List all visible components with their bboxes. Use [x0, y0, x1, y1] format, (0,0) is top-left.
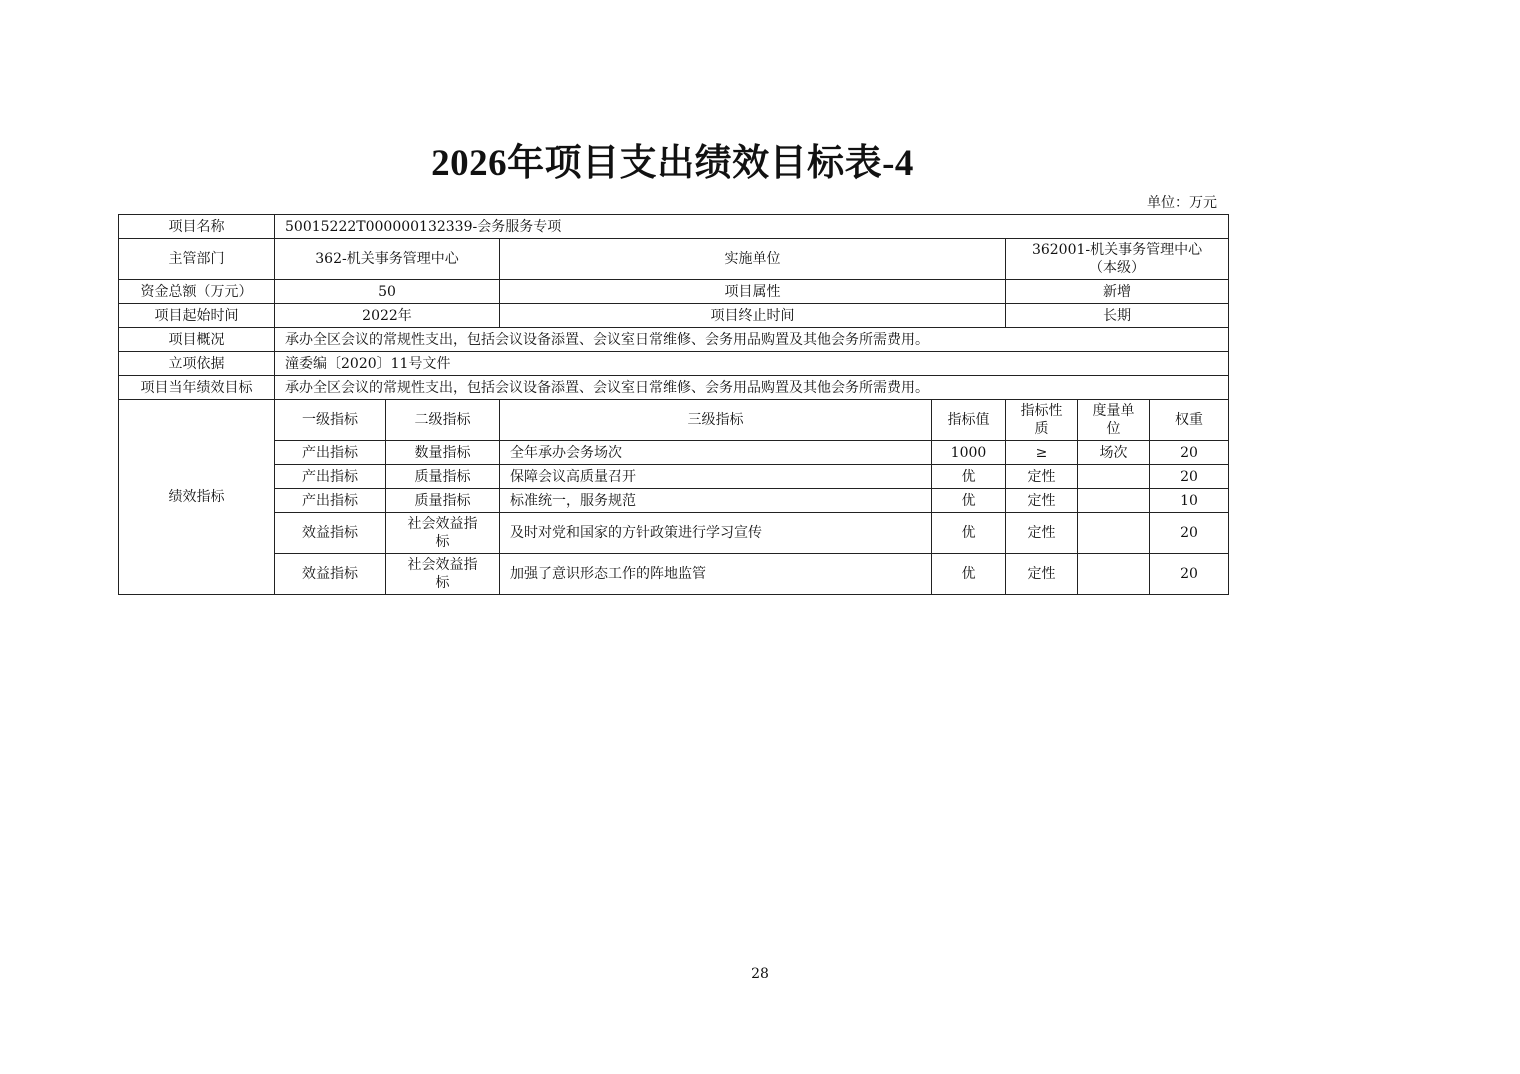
header-measure-line2: 位	[1106, 421, 1121, 437]
unit-label: 单位：万元	[1147, 195, 1217, 211]
page-number: 28	[751, 966, 769, 982]
fund-label: 资金总额（万元）	[119, 280, 275, 304]
row-nature: 定性	[1006, 465, 1078, 489]
row-department	[119, 239, 1229, 280]
row-level1: 产出指标	[275, 441, 386, 465]
row-nature: 定性	[1006, 554, 1078, 595]
row-weight: 10	[1150, 489, 1229, 513]
performance-table	[118, 214, 1229, 595]
indicator-header-row	[119, 400, 1229, 441]
row-measure	[1078, 513, 1150, 554]
attr-label: 项目属性	[500, 280, 1006, 304]
row-measure	[1078, 489, 1150, 513]
impl-unit-value-line1: 362001-机关事务管理中心	[1031, 242, 1203, 258]
row-level3: 及时对党和国家的方针政策进行学习宣传	[500, 513, 932, 554]
row-level1: 产出指标	[275, 489, 386, 513]
row-level3: 保障会议高质量召开	[500, 465, 932, 489]
row-nature: 定性	[1006, 489, 1078, 513]
row-annual-goal	[119, 376, 1229, 400]
row-level1: 效益指标	[275, 513, 386, 554]
impl-unit-value-line2: （本级）	[1089, 260, 1146, 276]
row-overview	[119, 328, 1229, 352]
row-level2	[386, 513, 500, 554]
header-level1: 一级指标	[275, 400, 386, 441]
start-time-value: 2022年	[275, 304, 500, 328]
row-weight: 20	[1150, 465, 1229, 489]
header-level3: 三级指标	[500, 400, 932, 441]
row-weight: 20	[1150, 554, 1229, 595]
attr-value: 新增	[1006, 280, 1229, 304]
row-level3: 加强了意识形态工作的阵地监管	[500, 554, 932, 595]
row-fund	[119, 280, 1229, 304]
annual-goal-label: 项目当年绩效目标	[119, 376, 275, 400]
header-nature-line2: 质	[1034, 421, 1049, 437]
basis-label: 立项依据	[119, 352, 275, 376]
row-value: 优	[932, 465, 1006, 489]
row-time	[119, 304, 1229, 328]
table-row	[119, 513, 1229, 554]
row-level3: 全年承办会务场次	[500, 441, 932, 465]
row-level3: 标准统一，服务规范	[500, 489, 932, 513]
row-project-name	[119, 215, 1229, 239]
row-level1: 产出指标	[275, 465, 386, 489]
annual-goal-value: 承办全区会议的常规性支出，包括会议设备添置、会议室日常维修、会务用品购置及其他会务所需费用。	[275, 376, 1229, 400]
indicator-section-label: 绩效指标	[119, 400, 275, 595]
header-weight: 权重	[1150, 400, 1229, 441]
row-level2-line1: 社会效益指	[407, 557, 478, 573]
row-measure: 场次	[1078, 441, 1150, 465]
end-time-label: 项目终止时间	[500, 304, 1006, 328]
row-level2: 质量指标	[386, 465, 500, 489]
row-value: 优	[932, 513, 1006, 554]
row-level2-line1: 社会效益指	[407, 516, 478, 532]
row-basis	[119, 352, 1229, 376]
overview-label: 项目概况	[119, 328, 275, 352]
row-level2-line2: 标	[435, 575, 450, 591]
impl-unit-value	[1006, 239, 1229, 280]
impl-unit-label: 实施单位	[500, 239, 1006, 280]
row-value: 1000	[932, 441, 1006, 465]
table-row	[119, 465, 1229, 489]
start-time-label: 项目起始时间	[119, 304, 275, 328]
basis-value: 潼委编〔2020〕11号文件	[275, 352, 1229, 376]
project-name-label: 项目名称	[119, 215, 275, 239]
header-measure	[1078, 400, 1150, 441]
row-level2: 质量指标	[386, 489, 500, 513]
row-weight: 20	[1150, 441, 1229, 465]
row-nature: ≥	[1006, 441, 1078, 465]
fund-value: 50	[275, 280, 500, 304]
page-title: 2026年项目支出绩效目标表-4	[431, 143, 914, 184]
header-nature	[1006, 400, 1078, 441]
row-nature: 定性	[1006, 513, 1078, 554]
end-time-value: 长期	[1006, 304, 1229, 328]
table-row	[119, 554, 1229, 595]
header-level2: 二级指标	[386, 400, 500, 441]
project-name-value: 50015222T000000132339-会务服务专项	[275, 215, 1229, 239]
row-weight: 20	[1150, 513, 1229, 554]
header-value: 指标值	[932, 400, 1006, 441]
row-level2-line2: 标	[435, 534, 450, 550]
table-row	[119, 441, 1229, 465]
dept-value: 362-机关事务管理中心	[275, 239, 500, 280]
row-level2	[386, 554, 500, 595]
header-measure-line1: 度量单	[1092, 403, 1135, 419]
row-value: 优	[932, 489, 1006, 513]
dept-label: 主管部门	[119, 239, 275, 280]
row-measure	[1078, 554, 1150, 595]
row-level1: 效益指标	[275, 554, 386, 595]
row-measure	[1078, 465, 1150, 489]
overview-value: 承办全区会议的常规性支出，包括会议设备添置、会议室日常维修、会务用品购置及其他会务所需费用。	[275, 328, 1229, 352]
row-value: 优	[932, 554, 1006, 595]
row-level2: 数量指标	[386, 441, 500, 465]
header-nature-line1: 指标性	[1020, 403, 1063, 419]
table-row	[119, 489, 1229, 513]
